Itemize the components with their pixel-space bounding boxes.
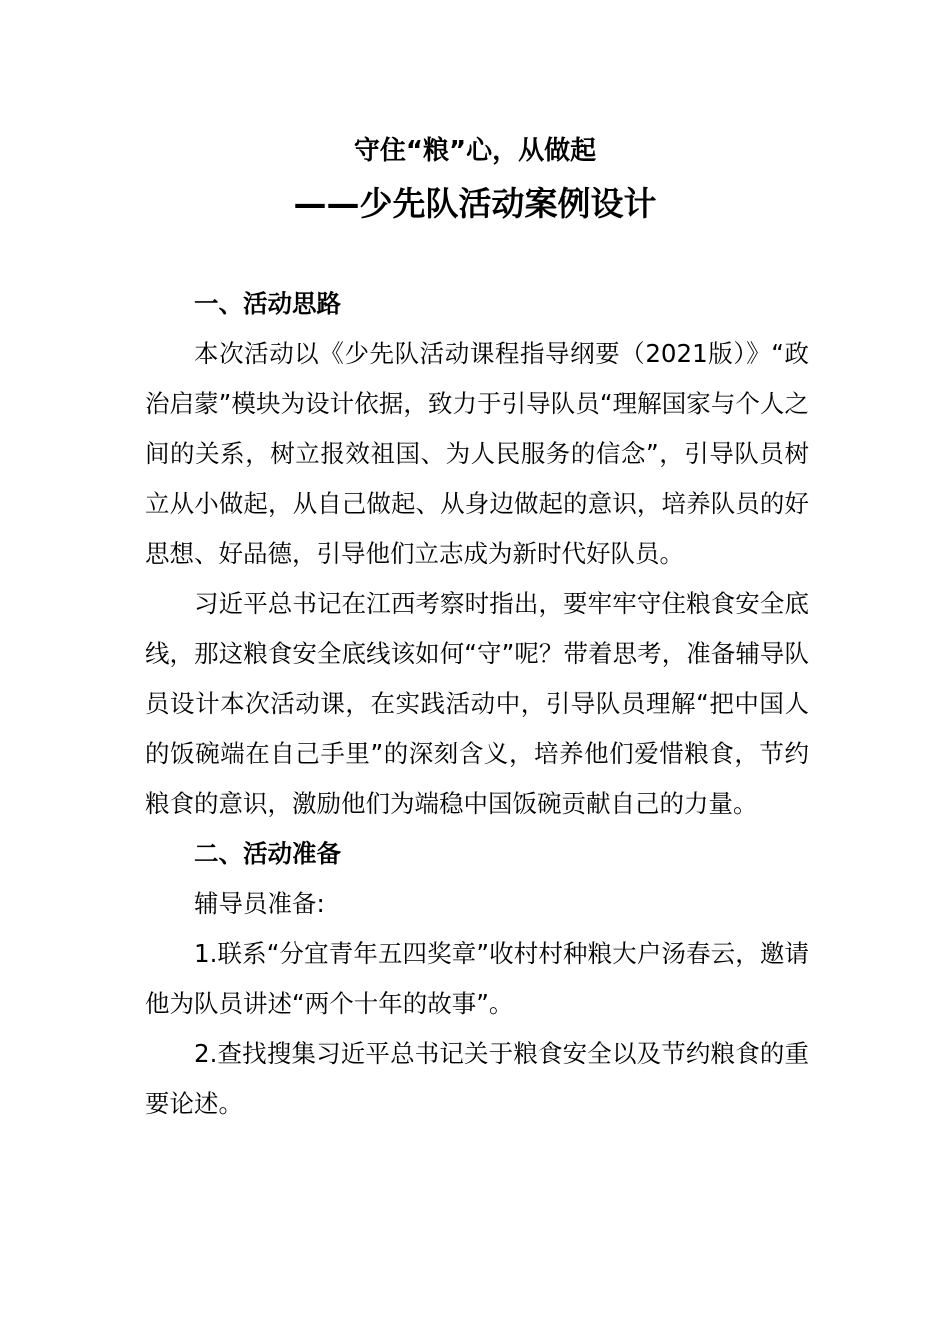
list-item: 1.联系“分宜青年五四奖章”收村村种粮大户汤春云，邀请他为队员讲述“两个十年的故事”。 bbox=[145, 939, 809, 1018]
paragraph: 本次活动以《少先队活动课程指导纲要（2021版）》“政治启蒙”模块为设计依据，致力于引导队员“理解国家与个人之间的关系，树立报效祖国、为人民服务的信念”，引导队员树立从小做起，从自己做起、从身边做起的意识，培养队员的好思想、好品德，引导他们立志成为新时代好队员。 bbox=[145, 339, 809, 568]
paragraph: 辅导员准备: bbox=[194, 889, 325, 918]
list-item: 2.查找搜集习近平总书记关于粮食安全以及节约粮食的重要论述。 bbox=[145, 1039, 809, 1118]
document-subtitle: ——少先队活动案例设计 bbox=[293, 184, 657, 223]
section-heading-activity-preparation: 二、活动准备 bbox=[194, 839, 341, 868]
section-heading-activity-idea: 一、活动思路 bbox=[194, 289, 341, 318]
document-title: 守住“粮”心，从做起 bbox=[353, 136, 597, 166]
paragraph: 习近平总书记在江西考察时指出，要牢牢守住粮食安全底线，那这粮食安全底线该如何“守”呢？带着思考，准备辅导队员设计本次活动课，在实践活动中，引导队员理解“把中国人的饭碗端在自己手里”的深刻含义，培养他们爱惜粮食，节约粮食的意识，激励他们为端稳中国饭碗贡献自己的力量。 bbox=[145, 589, 809, 818]
document-body bbox=[145, 279, 809, 1129]
